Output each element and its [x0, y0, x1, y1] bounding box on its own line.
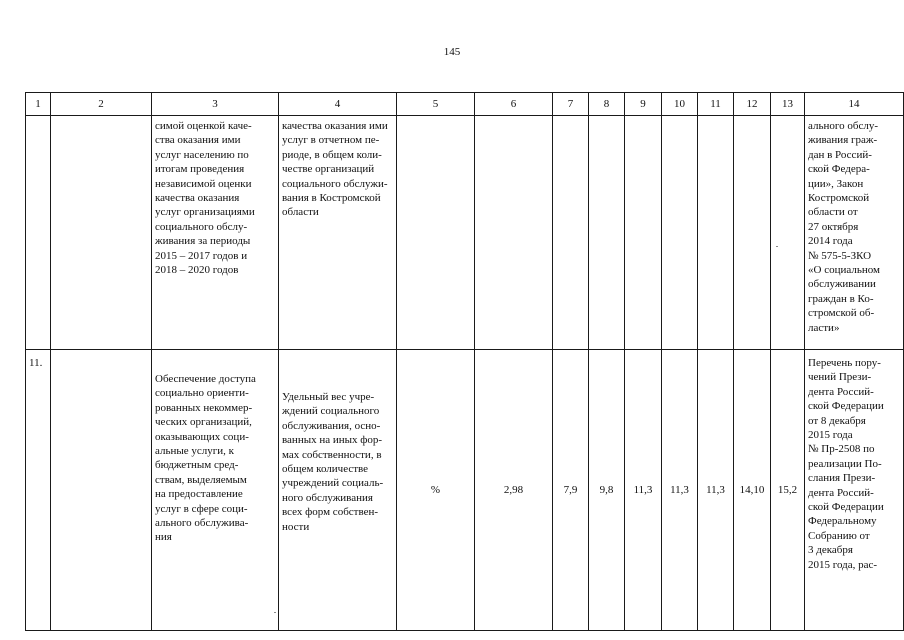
- cell-col-2: [51, 350, 152, 631]
- cell-col-2: [51, 116, 152, 350]
- column-header-1: 1: [26, 93, 51, 116]
- indicator-description-cell: Удельный вес учре- ждений социального обслуживания, осно- ванных на иных фор- мах собственности, в общем количестве учреждений социаль- ного обслуживания всех форм собствен- ности: [279, 350, 397, 631]
- column-header-11: 11: [698, 93, 734, 116]
- value-cell-8: 9,8: [589, 350, 625, 631]
- value-cell-9: 11,3: [625, 350, 662, 631]
- value-cell-12: [734, 116, 771, 350]
- value-cell-8: [589, 116, 625, 350]
- column-header-4: 4: [279, 93, 397, 116]
- value-cell-9: [625, 116, 662, 350]
- task-description-cell: Обеспечение доступа социально ориенти- рованных некоммер- ческих организаций, оказывающих соци- альные услуги, к бюджетным сред- ствам, выделяемым на предоставление услуг в сфере соци- ального обслужива- ния: [152, 350, 279, 631]
- column-header-9: 9: [625, 93, 662, 116]
- task-description-cell: симой оценкой каче- ства оказания ими услуг населению по итогам проведения независимой оценки качества оказания услуг организациями социального обслу- живания за периоды 2015 – 2017 годов и 2018 – 2020 годов: [152, 116, 279, 350]
- value-cell-7: [553, 116, 589, 350]
- unit-cell: %: [397, 350, 475, 631]
- value-cell-13: 15,2: [771, 350, 805, 631]
- value-cell-13: [771, 116, 805, 350]
- row-number-cell: [26, 116, 51, 350]
- table-row: [26, 350, 904, 631]
- page-number: 145: [443, 46, 461, 58]
- column-header-12: 12: [734, 93, 771, 116]
- column-header-6: 6: [475, 93, 553, 116]
- column-header-13: 13: [771, 93, 805, 116]
- value-cell-6: 2,98: [475, 350, 553, 631]
- column-header-5: 5: [397, 93, 475, 116]
- row-number-cell: 11.: [26, 350, 51, 631]
- scan-speck: [274, 612, 276, 613]
- legal-basis-cell: Перечень пору- чений Прези- дента Россий- ской Федерации от 8 декабря 2015 года № Пр-2508 по реализации По- слания Прези- дента Россий- ской Федерации Федеральному Собранию от 3 декабря 2015 года, рас-: [805, 350, 904, 631]
- column-header-10: 10: [662, 93, 698, 116]
- column-header-8: 8: [589, 93, 625, 116]
- unit-cell: [397, 116, 475, 350]
- table-row: [26, 116, 904, 350]
- column-header-3: 3: [152, 93, 279, 116]
- value-cell-11: 11,3: [698, 350, 734, 631]
- value-cell-11: [698, 116, 734, 350]
- scan-speck: [776, 246, 778, 247]
- document-table: [25, 92, 904, 631]
- value-cell-6: [475, 116, 553, 350]
- column-header-2: 2: [51, 93, 152, 116]
- legal-basis-cell: ального обслу- живания граж- дан в Россий- ской Федера- ции», Закон Костромской области от 27 октября 2014 года № 575-5-ЗКО «О социальном обслуживании граждан в Ко- стромской об- ласти»: [805, 116, 904, 350]
- value-cell-7: 7,9: [553, 350, 589, 631]
- value-cell-12: 14,10: [734, 350, 771, 631]
- table-header-row: [26, 93, 904, 116]
- column-header-7: 7: [553, 93, 589, 116]
- value-cell-10: [662, 116, 698, 350]
- column-header-14: 14: [805, 93, 904, 116]
- indicator-description-cell: качества оказания ими услуг в отчетном пе- риоде, в общем коли- честве организаций социального обслужи- вания в Костромской области: [279, 116, 397, 350]
- value-cell-10: 11,3: [662, 350, 698, 631]
